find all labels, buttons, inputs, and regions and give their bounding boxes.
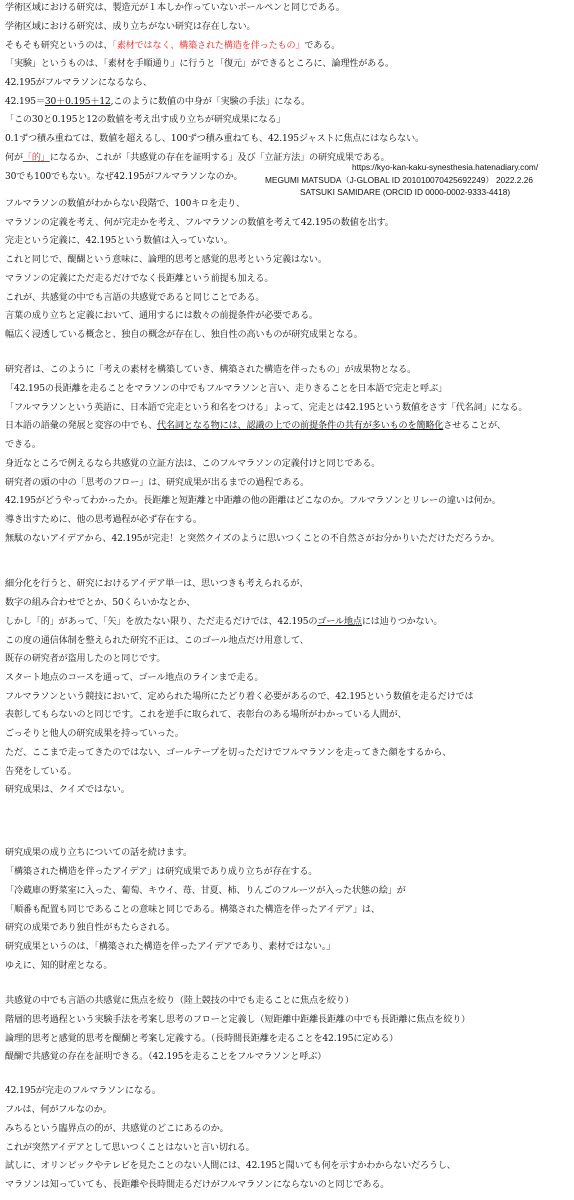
text-span: できる。 <box>5 440 41 450</box>
text-line <box>5 274 273 285</box>
text-span: 研究成果というのは、「構築された構造を伴ったアイデアであり、素材ではない。」 <box>5 942 336 952</box>
text-span: 42.195がフルマラソンになるなら、 <box>5 78 152 88</box>
text-line <box>5 1161 456 1172</box>
text-line <box>5 729 184 740</box>
text-line <box>5 153 390 164</box>
text-span: 共感覚の中でも言語の共感覚に焦点を絞り（陸上競技の中でも走ることに焦点を絞り） <box>5 996 354 1006</box>
text-line <box>5 617 442 628</box>
text-span: 研究者の頭の中の「思考のフロー」は、研究成果が出るまでの過程である。 <box>5 478 310 488</box>
text-span: 論理的思考と感覚的思考を醍醐と考案し定義する。（長時間長距離を走ることを42.195に定める） <box>5 1034 399 1044</box>
text-line <box>5 654 165 665</box>
text-line <box>5 255 327 266</box>
text-span: 代名詞となる物には、認識の上での前提条件の共有が多いものを簡略化 <box>157 421 444 431</box>
text-span: 30＋0.195＋12 <box>44 97 111 107</box>
text-span: 学術区域における研究は、製造元が１本しか作っていないボールペンと同じである。 <box>5 3 345 13</box>
text-span: 「フルマラソンという英語に、日本語で完走という和名をつける」よって、完走とは42.195という数値をさす「代名詞」になる。 <box>5 403 528 413</box>
text-line <box>5 78 152 89</box>
author-credit: MEGUMI MATSUDA（J-GLOBAL ID 201010070425692249） 2022.2.26 <box>265 175 533 185</box>
text-line <box>5 115 285 126</box>
text-span: しかし「的」があって、「矢」を放たない限り、ただ走るだけでは、42.195の <box>5 617 318 627</box>
text-span: フルマラソンの数値がわからない段階で、100キロを走り、 <box>5 199 245 209</box>
text-span: ごっそりと他人の研究成果を持っていった。 <box>5 729 184 739</box>
text-line <box>5 1105 112 1116</box>
text-line <box>5 1124 229 1135</box>
text-line <box>5 996 354 1007</box>
text-span: 「素材ではなく、構築された構造を伴ったもの」 <box>112 41 305 51</box>
text-span: 「42.195の長距離を走ることをマラソンの中でもフルマラソンと言い、走りきることを日本語で完走と呼ぶ」 <box>5 384 447 394</box>
text-span: 表彰してもらないのと同じです。これを逆手に取られて、表彰台のある場所がわかっている人間が、 <box>5 710 407 720</box>
text-span: 幅広く浸透している概念と、独自の概念が存在し、独自性の高いものが研究成果となる。 <box>5 330 363 340</box>
text-span: この度の通信体制を整えられた研究不正は、このゴール地点だけ用意して、 <box>5 636 309 646</box>
text-span: これと同じで、醍醐という意味に、論理的思考と感覚的思考という定義はない。 <box>5 255 327 265</box>
text-line <box>5 41 340 52</box>
text-line <box>5 1015 470 1026</box>
text-span: 「構築された構造を伴ったアイデア」は研究成果であり成り立ちが存在する。 <box>5 867 318 877</box>
text-span: 30でも100でもない。なぜ42.195がフルマラソンなのか。 <box>5 172 243 182</box>
text-span: ,このように数値の中身が「実験の手法」になる。 <box>110 97 311 107</box>
text-span: みちるという臨界点の的が、共感覚のどこにあるのか。 <box>5 1124 229 1134</box>
text-span: 42.195が完走のフルマラソンになる。 <box>5 1086 161 1096</box>
text-span: そもそも研究というのは、 <box>5 41 113 51</box>
text-span: 「実験」というものは、「素材を手順通り」に行うと「復元」ができるところに、論理性がある。 <box>5 59 394 69</box>
text-span: マラソンの定義にただ走るだけでなく長距離という前提も加える。 <box>5 274 274 284</box>
text-span: 日本語の語彙の発展と変容の中でも、 <box>5 421 158 431</box>
text-span: 既存の研究者が盗用したのと同じです。 <box>5 654 166 664</box>
text-line <box>5 692 473 703</box>
text-line <box>5 905 380 916</box>
text-span: 0.1ずつ積み重ねては、数値を超えるし、100ずつ積み重ねても、42.195ジャストに焦点にはならない。 <box>5 134 424 144</box>
text-line <box>5 1052 326 1063</box>
text-span: 42.195＝ <box>5 97 45 107</box>
text-line <box>5 1086 161 1097</box>
text-line <box>5 403 527 414</box>
text-line <box>5 478 309 489</box>
blog-url: https://kyo-kan-kaku-synesthesia.hatenadiary.com/ <box>352 162 539 172</box>
text-line <box>5 311 318 322</box>
text-line <box>5 172 243 183</box>
text-span: ゴール地点 <box>317 617 362 627</box>
text-span: 言葉の成り立ちと定義において、通用するには数々の前提条件が必要である。 <box>5 311 318 321</box>
text-line <box>5 636 309 647</box>
text-span: 試しに、オリンピックやテレビを見たことのない人間には、42.195と聞いても何を示すかわからないだろうし、 <box>5 1161 456 1171</box>
text-span: マラソンの定義を考え、何が完走かを考え、フルマラソンの数値を考えて42.195の数値を出す。 <box>5 218 394 228</box>
text-span: 研究の成果であり独自性がもたらされる。 <box>5 923 175 933</box>
text-line <box>5 785 130 796</box>
text-span: ゆえに、知的財産となる。 <box>5 961 113 971</box>
text-line <box>5 3 345 14</box>
text-line <box>5 59 394 70</box>
text-span: 階層的思考過程という実験手法を考案し思考のフローと定義し（短距離中距離長距離の中でも長距離に焦点を絞り） <box>5 1015 471 1025</box>
text-line <box>5 923 175 934</box>
text-line <box>5 1180 389 1191</box>
text-span: 研究成果の成り立ちについての話を続けます。 <box>5 848 192 858</box>
text-line <box>5 848 192 859</box>
text-span: 完走という定義に、42.195という数値は入っていない。 <box>5 236 233 246</box>
text-span: 「順番も配置も同じであることの意味と同じである。構築された構造を伴ったアイデア」は、 <box>5 905 380 915</box>
text-span: 「冷蔵庫の野菜室に入った、葡萄、キウイ、苺、甘夏、柿、りんごのフルーツが入った状態の絵」が <box>5 886 406 896</box>
text-span: 身近なところで例えるなら共感覚の立証方法は、このフルマラソンの定義付けと同じである。 <box>5 459 381 469</box>
text-line <box>5 365 416 376</box>
text-span: これが、共感覚の中でも言語の共感覚であると同じことである。 <box>5 293 265 303</box>
text-span: 「的」 <box>22 153 50 163</box>
text-span: 細分化を行うと、研究におけるアイデア単一は、思いつきも考えられるが、 <box>5 579 309 589</box>
text-span: 学術区域における研究は、成り立ちがない研究は存在しない。 <box>5 22 256 32</box>
text-line <box>5 710 407 721</box>
text-span: ただ、ここまで走ってきたのではない、ゴールテープを切っただけでフルマラソンを走ってきた顔をするから、 <box>5 748 452 758</box>
text-line <box>5 867 317 878</box>
text-span: には辿りつかない。 <box>361 617 443 627</box>
text-line <box>5 942 335 953</box>
text-span: フルマラソンという競技において、定められた場所にたどり着く必要があるので、42.195という数値を走るだけでは <box>5 692 474 702</box>
text-line <box>5 961 112 972</box>
text-span: スタート地点のコースを通って、ゴール地点のラインまで走る。 <box>5 673 264 683</box>
text-line <box>5 97 310 108</box>
text-span: 数字の組み合わせでとか、50くらいかなとか、 <box>5 598 196 608</box>
text-span: である。 <box>304 41 341 51</box>
text-line <box>5 534 500 545</box>
text-line <box>5 134 424 145</box>
text-line <box>5 748 451 759</box>
text-span: マラソンは知っていても、長距離や長時間走るだけがフルマラソンにならないのと同じである。 <box>5 1180 390 1190</box>
text-line <box>5 440 41 451</box>
text-span: 「この30と0.195と12の数値を考え出す成り立ちが研究成果になる」 <box>5 115 286 125</box>
text-span: これが突然アイデアとして思いつくことはないと言い切れる。 <box>5 1143 255 1153</box>
text-line <box>5 218 394 229</box>
text-line <box>5 293 264 304</box>
text-span: させることが、 <box>443 421 506 431</box>
text-line <box>5 22 255 33</box>
text-span: 醍醐で共感覚の存在を証明できる。（42.195を走ることをフルマラソンと呼ぶ） <box>5 1052 327 1062</box>
text-span: 42.195がどうやってわかったか。長距離と短距離と中距離の他の距離はどこなのか。フルマラソンとリレーの違いは何か。 <box>5 496 501 506</box>
text-span: になるか、これが「共感覚の存在を証明する」及び「立証方法」の研究成果である。 <box>49 153 390 163</box>
text-span: 告発をしている。 <box>5 767 77 777</box>
text-span: フルは、何がフルなのか。 <box>5 1105 112 1115</box>
text-line <box>5 236 233 247</box>
text-line <box>5 496 501 507</box>
text-line <box>5 199 245 210</box>
text-line <box>5 421 506 432</box>
text-line <box>5 330 363 341</box>
text-span: 研究成果は、クイズではない。 <box>5 785 130 795</box>
text-span: 研究者は、このように「考えの素材を構築していき、構築された構造を伴ったもの」が成果物となる。 <box>5 365 417 375</box>
text-line <box>5 1034 398 1045</box>
text-line <box>5 886 406 897</box>
text-line <box>5 384 447 395</box>
text-line <box>5 767 77 778</box>
text-span: 何が <box>5 153 23 163</box>
text-span: 無駄のないアイデアから、42.195が完走！と突然クイズのように思いつくことの不自然さがお分かりいただけただろうか。 <box>5 534 500 544</box>
text-line <box>5 673 263 684</box>
coauthor-credit: SATSUKI SAMIDARE (ORCID ID 0000-0002-9333-4418) <box>300 187 511 197</box>
text-line <box>5 579 308 590</box>
text-line <box>5 515 202 526</box>
text-line <box>5 1143 255 1154</box>
text-span: 導き出すために、他の思考過程が必ず存在する。 <box>5 515 202 525</box>
text-line <box>5 459 380 470</box>
text-line <box>5 598 195 609</box>
